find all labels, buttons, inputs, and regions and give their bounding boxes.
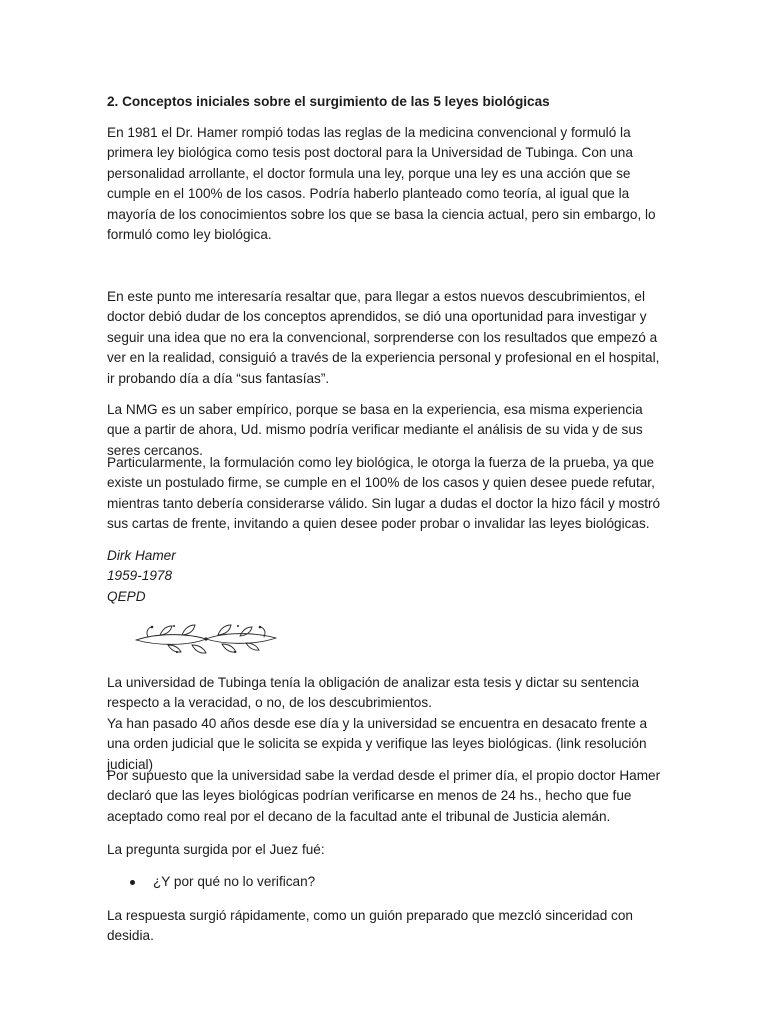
bullet-text: ¿Y por qué no lo verifican? xyxy=(153,874,316,889)
paragraph-nmg: La NMG es un saber empírico, porque se basa en la experiencia, esa misma experiencia que a partir de ahora, Ud. mismo podría verificar mediante el análisis de su vida y de sus seres cercanos. xyxy=(107,402,643,458)
bullet-dot-icon xyxy=(130,880,135,885)
floral-vine-divider-icon xyxy=(130,620,282,658)
paragraph-closing: La respuesta surgió rápidamente, como un guión preparado que mezcló sinceridad con desidia. xyxy=(107,908,633,944)
paragraph-formulation: Particularmente, la formulación como ley biológica, le otorga la fuerza de la prueba, ya que existe un postulado firme, se cumple en el 100% de los casos y quien desee puede refutar, mientras tanto debería considerarse válido. Sin lugar a dudas el doctor la hizo fácil y mostró sus cartas de frente, invitando a quien desee poder probar o invalidar las leyes biológicas. xyxy=(107,455,661,532)
paragraph-court-order: Ya han pasado 40 años desde ese día y la universidad se encuentra en desacato frente a una orden judicial que le solicita se expida y verifique las leyes biológicas. (link resolución judicial) xyxy=(107,716,648,772)
paragraph-university: La universidad de Tubinga tenía la obligación de analizar esta tesis y dictar su sentencia respecto a la veracidad, o no, de los descubrimientos. xyxy=(107,675,640,711)
bullet-list xyxy=(107,872,663,892)
paragraph-discovery: En este punto me interesaría resaltar que, para llegar a estos nuevos descubrimientos, el doctor debió dudar de los conceptos aprendidos, se dió una oportunidad para investigar y seguir una idea que no era la convencional, sorprenderse con los resultados que empezó a ver en la realidad, consiguió a través de la experiencia personal y profesional en el hospital, ir probando día a día “sus fantasías”. xyxy=(107,289,660,386)
paragraph-intro: En 1981 el Dr. Hamer rompió todas las reglas de la medicina convencional y formuló la primera ley biológica como tesis post doctoral para la Universidad de Tubinga. Con una personalidad arrollante, el doctor formula una ley, porque una ley es una acción que se cumple en el 100% de los casos. Podría haberlo planteado como teoría, al igual que la mayoría de los conocimientos sobre los que se basa la ciencia actual, pero sin embargo, lo formuló como ley biológica. xyxy=(107,125,656,243)
signature-name: Dirk Hamer xyxy=(107,548,176,563)
paragraph-question: La pregunta surgida por el Juez fué: xyxy=(107,842,325,857)
section-heading: 2. Conceptos iniciales sobre el surgimiento de las 5 leyes biológicas xyxy=(107,94,550,109)
signature-block xyxy=(107,546,407,607)
signature-years: 1959-1978 xyxy=(107,568,173,584)
paragraph-verification: Por supuesto que la universidad sabe la verdad desde el primer día, el propio doctor Hamer declaró que las leyes biológicas podrían verificarse en menos de 24 hs., hecho que fue aceptado como real por el decano de la facultad ante el tribunal de Justicia alemán. xyxy=(107,768,661,824)
list-item xyxy=(107,872,663,892)
signature-note: QEPD xyxy=(107,588,146,604)
